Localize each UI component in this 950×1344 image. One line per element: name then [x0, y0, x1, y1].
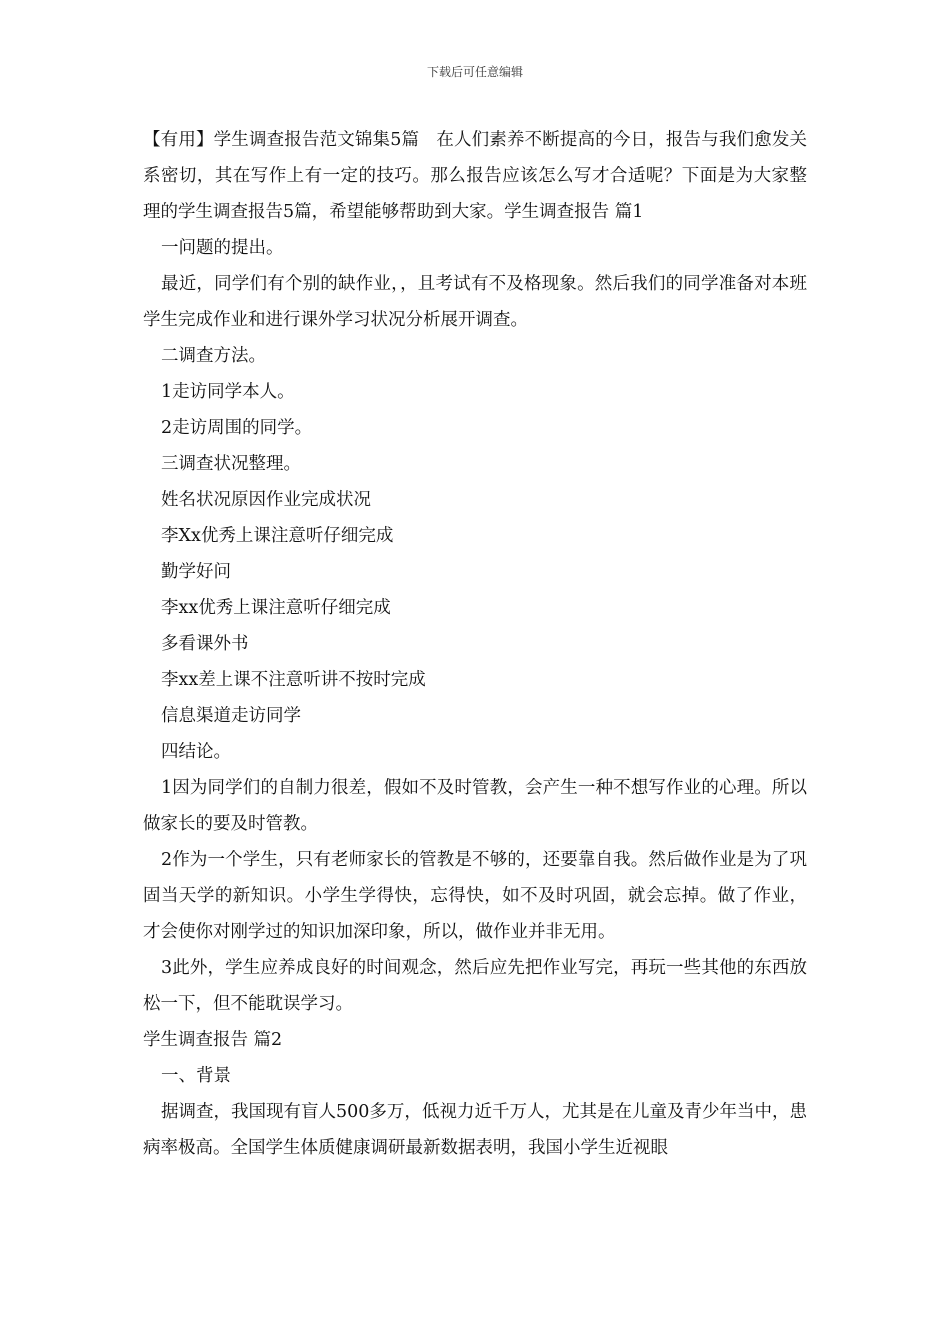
survey-row-note: 勤学好问 [161, 562, 231, 582]
survey-row-note: 多看课外书 [161, 634, 249, 654]
report2-title: 学生调查报告 篇2 [143, 1030, 283, 1050]
section-heading-problem: 一问题的提出。 [161, 238, 284, 258]
survey-source: 信息渠道走访同学 [161, 706, 301, 726]
problem-paragraph: 最近，同学们有个别的缺作业，，且考试有不及格现象。然后我们的同学准备对本班学生完成作业和进行课外学习状况分析展开调查。 [143, 274, 807, 330]
section-heading-conclusion: 四结论。 [161, 742, 231, 762]
conclusion-paragraph: 1因为同学们的自制力很差，假如不及时管教，会产生一种不想写作业的心理。所以做家长的要及时管教。 [143, 778, 807, 834]
document-body [143, 122, 807, 1166]
method-item: 2走访周围的同学。 [161, 418, 313, 438]
survey-table-header: 姓名状况原因作业完成状况 [161, 490, 371, 510]
page-header-note: 下载后可任意编辑 [426, 65, 523, 79]
conclusion-paragraph: 2作为一个学生，只有老师家长的管教是不够的，还要靠自我。然后做作业是为了巩固当天学的新知识。小学生学得快，忘得快，如不及时巩固，就会忘掉。做了作业，才会使你对刚学过的知识加深印象，所以，做作业并非无用。 [143, 850, 807, 942]
conclusion-paragraph: 3此外，学生应养成良好的时间观念，然后应先把作业写完，再玩一些其他的东西放松一下，但不能耽误学习。 [143, 958, 807, 1014]
background-paragraph: 据调查，我国现有盲人500多万，低视力近千万人，尤其是在儿童及青少年当中，患病率极高。全国学生体质健康调研最新数据表明，我国小学生近视眼 [143, 1102, 807, 1158]
section-heading-survey: 三调查状况整理。 [161, 454, 301, 474]
survey-row: 李xx差上课不注意听讲不按时完成 [161, 670, 426, 690]
section-heading-background: 一、背景 [161, 1066, 231, 1086]
intro-paragraph: 【有用】学生调查报告范文锦集5篇 在人们素养不断提高的今日，报告与我们愈发关系密切，其在写作上有一定的技巧。那么报告应该怎么写才合适呢？下面是为大家整理的学生调查报告5篇，希望能够帮助到大家。学生调查报告 篇1 [143, 130, 807, 222]
section-heading-method: 二调查方法。 [161, 346, 266, 366]
survey-row: 李xx优秀上课注意听仔细完成 [161, 598, 391, 618]
method-item: 1走访同学本人。 [161, 382, 295, 402]
survey-row: 李Xx优秀上课注意听仔细完成 [161, 526, 394, 546]
